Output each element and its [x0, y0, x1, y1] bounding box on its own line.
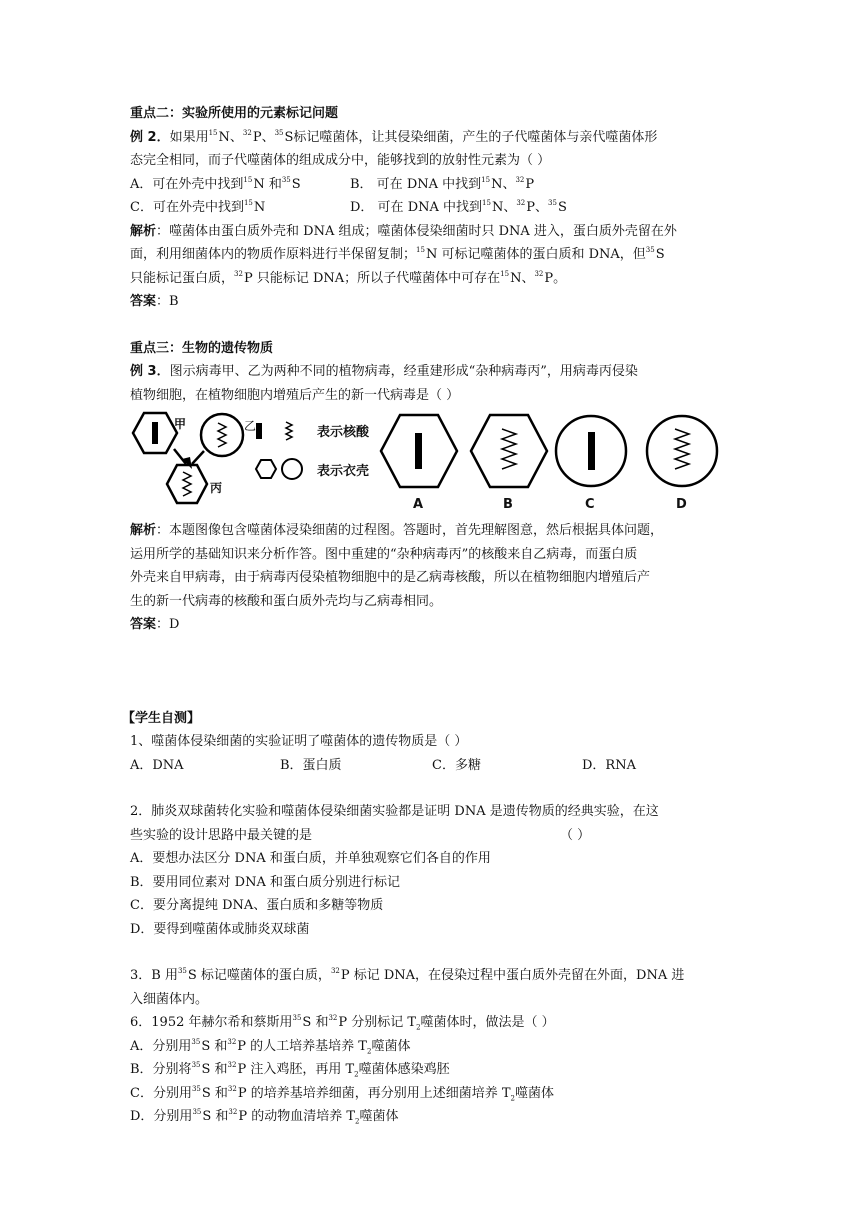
- legend-hexagon-icon: [256, 460, 276, 478]
- option-d-label: D: [676, 497, 687, 512]
- question-line: 例 2．如果用$^{15}$N、$^{32}$P、$^{35}$S标记噬菌体，让其侵染细菌，产生的子代噬菌体与亲代噬菌体形: [130, 128, 658, 145]
- option-b: B． 可在 DNA 中找到$^{15}$N、$^{32}$P: [350, 175, 535, 192]
- option-c: C．要分离提纯 DNA、蛋白质和多糖等物质: [130, 898, 384, 913]
- virus-jia-nucleic-bar: [152, 422, 158, 444]
- analysis-line: 解析：本题图像包含噬菌体浸染细菌的过程图。答题时，首先理解图意，然后根据具体问题，: [130, 523, 664, 538]
- self-test-heading: 【学生自测】: [122, 710, 201, 726]
- virus-figure: [130, 409, 730, 513]
- legend-zigzag-icon: [286, 422, 292, 440]
- option-d: D．分别用$^{35}$S 和$^{32}$P 的动物血清培养 $T_2$噬菌体: [130, 1108, 399, 1126]
- legend-circle-icon: [282, 459, 302, 479]
- answer-line: 答案：D: [130, 617, 180, 632]
- option-a: A．可在外壳中找到$^{15}$N 和$^{35}$S: [130, 175, 301, 192]
- analysis-line: 解析：噬菌体由蛋白质外壳和 DNA 组成；噬菌体侵染细菌时只 DNA 进入，蛋白质外壳留在外: [130, 223, 677, 239]
- option-a-label: A: [413, 497, 424, 512]
- section-heading: 重点三：生物的遗传物质: [130, 340, 274, 356]
- option-c: C．分别用$^{35}$S 和$^{32}$P 的培养基培养细菌，再分别用上述细菌培养 $T_2$噬菌体: [130, 1084, 555, 1103]
- analysis-line: 面，利用细菌体内的物质作原料进行半保留复制；$^{15}$N 可标记噬菌体的蛋白质和 DNA，但$^{35}$S: [130, 246, 665, 262]
- analysis-line: 运用所学的基础知识来分析作答。图中重建的“杂种病毒丙”的核酸来自乙病毒，而蛋白质: [130, 546, 638, 562]
- option-c: C．多糖: [432, 757, 481, 773]
- question-line: 些实验的设计思路中最关键的是 （ ）: [130, 827, 591, 843]
- question-line: 态完全相同，而子代噬菌体的组成成分中，能够找到的放射性元素为（ ）: [130, 153, 551, 168]
- question-line: 例 3．图示病毒甲、乙为两种不同的植物病毒，经重建形成“杂种病毒丙”，用病毒丙侵染: [130, 364, 638, 379]
- section-heading: 重点二：实验所使用的元素标记问题: [130, 106, 339, 121]
- option-b: B．分别将$^{35}$S 和$^{32}$P 注入鸡胚，再用 $T_2$噬菌体感染鸡胚: [130, 1061, 450, 1079]
- label-yi: 乙: [244, 419, 257, 433]
- question-line: 3．B 用$^{35}$S 标记噬菌体的蛋白质，$^{32}$P 标记 DNA，在侵染过程中蛋白质外壳留在外面，DNA 进: [130, 967, 685, 983]
- option-d: D．要得到噬菌体或肺炎双球菌: [130, 921, 310, 937]
- options-row: [130, 754, 730, 778]
- label-bing: 丙: [210, 481, 223, 495]
- answer-line: 答案：B: [130, 294, 179, 309]
- analysis-line: 只能标记蛋白质，$^{32}$P 只能标记 DNA；所以子代噬菌体中可存在$^{15}$N、$^{32}$P。: [130, 269, 567, 286]
- label-jia: 甲: [174, 417, 187, 431]
- arrow-head: [182, 457, 192, 469]
- legend-nucleic-label: 表示核酸: [317, 425, 370, 440]
- document-page: [122, 102, 730, 1129]
- question-line: 1、噬菌体侵染细菌的实验证明了噬菌体的遗传物质是（ ）: [130, 734, 468, 749]
- question-line: 6．1952 年赫尔希和蔡斯用$^{35}$S 和$^{32}$P 分别标记 $T_2$噬菌体时，做法是（ ）: [130, 1014, 555, 1032]
- question-line: 植物细胞，在植物细胞内增殖后产生的新一代病毒是（ ）: [130, 387, 460, 403]
- virus-bing-nucleic-zigzag: [183, 472, 191, 496]
- option-c-label: C: [585, 497, 595, 512]
- question-line: 入细菌体内。: [130, 991, 209, 1007]
- option-a: A．分别用$^{35}$S 和$^{32}$P 的人工培养基培养 $T_2$噬菌体: [130, 1037, 411, 1056]
- option-c: C．可在外壳中找到$^{15}$N: [130, 199, 266, 215]
- option-b: B．要用同位素对 DNA 和蛋白质分别进行标记: [130, 874, 401, 890]
- option-d: D．RNA: [582, 757, 636, 773]
- legend-coat-label: 表示衣壳: [317, 464, 370, 479]
- option-b-label: B: [503, 497, 513, 512]
- legend-bar-icon: [256, 423, 262, 439]
- option-d: D． 可在 DNA 中找到$^{15}$N、$^{32}$P、$^{35}$S: [350, 199, 567, 215]
- option-b: B．蛋白质: [280, 757, 342, 773]
- analysis-line: 生的新一代病毒的核酸和蛋白质外壳均与乙病毒相同。: [130, 593, 443, 609]
- question-line: 2．肺炎双球菌转化实验和噬菌体侵染细菌实验都是证明 DNA 是遗传物质的经典实验，在这: [130, 804, 659, 819]
- option-a: A．DNA: [130, 757, 184, 773]
- options-row: [130, 196, 730, 220]
- virus-bing-capsid: [167, 465, 207, 503]
- virus-yi-nucleic-zigzag: [218, 423, 226, 447]
- options-row: [130, 173, 730, 197]
- analysis-line: 外壳来自甲病毒，由于病毒丙侵染植物细胞中的是乙病毒核酸，所以在植物细胞内增殖后产: [130, 570, 651, 585]
- option-a: A．要想办法区分 DNA 和蛋白质，并单独观察它们各自的作用: [130, 851, 491, 866]
- virus-yi-capsid: [201, 414, 243, 456]
